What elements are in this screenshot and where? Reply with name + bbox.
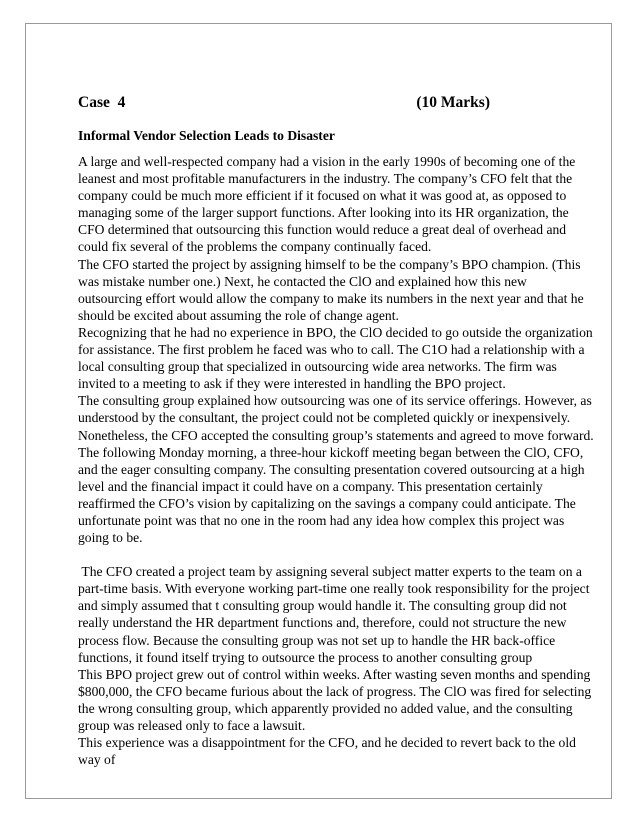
document-content [78,93,594,768]
paragraph: This experience was a disappointment for the CFO, and he decided to revert back to the old way of [78,735,576,768]
case-marks: (10 Marks) [416,94,490,111]
paragraph: The CFO created a project team by assigning several subject matter experts to the team on a part-time basis. With everyone working part-time one really took responsibility for the project and simply assumed that t consulting group would handle it. The consulting group did not really understand the HR department functions and, therefore, could not structure the new process flow. Because the consulting group was not set up to handle the HR back-office functions, it found itself trying to outsource the process to another consulting group [78,564,593,665]
paragraph: The consulting group explained how outsourcing was one of its service offerings. However, as understood by the consultant, the project could not be completed quickly or inexpensively. Nonetheless, the CFO accepted the consulting group’s statements and agreed to move forward. [78,393,594,443]
paragraph: The following Monday morning, a three-hour kickoff meeting began between the ClO, CFO, and the eager consulting company. The consulting presentation covered outsourcing at a high level and the financial impact it could have on a company. This presentation certainly reaffirmed the CFO’s vision by capitalizing on the savings a company could anticipate. The unfortunate point was that no one in the room had any idea how complex this project was going to be. [78,444,585,546]
case-title: Case 4 [78,94,126,111]
paragraph: The CFO started the project by assigning himself to be the company’s BPO champion. (This was mistake number one.) Next, he contacted the ClO and explained how this new outsourcing effort would allow the company to make its numbers in the next year and that he should be excited about assuming the role of change agent. [78,256,584,323]
case-header [78,93,490,113]
case-body [78,153,594,768]
paragraph: This BPO project grew out of control within weeks. After wasting seven months and spending $800,000, the CFO became furious about the lack of progress. The ClO was fired for selecting the wrong consulting group, which apparently provided no added value, and the consulting group was released only to face a lawsuit. [78,666,592,733]
paragraph: Recognizing that he had no experience in BPO, the ClO decided to go outside the organization for assistance. The first problem he faced was who to call. The C1O had a relationship with a local consulting group that specialized in outsourcing wide area networks. The firm was invited to a meeting to ask if they were interested in handling the BPO project. [78,324,593,392]
paragraph: A large and well-respected company had a vision in the early 1990s of becoming one of the leanest and most profitable manufacturers in the industry. The company’s CFO felt that the company could be much more efficient if it focused on what it was good at, as opposed to managing some of the larger support functions. After looking into its HR organization, the CFO determined that outsourcing this function would reduce a great deal of overhead and could fix several of the problems the company continually faced. [78,154,576,255]
case-subtitle: Informal Vendor Selection Leads to Disaster [78,128,335,143]
